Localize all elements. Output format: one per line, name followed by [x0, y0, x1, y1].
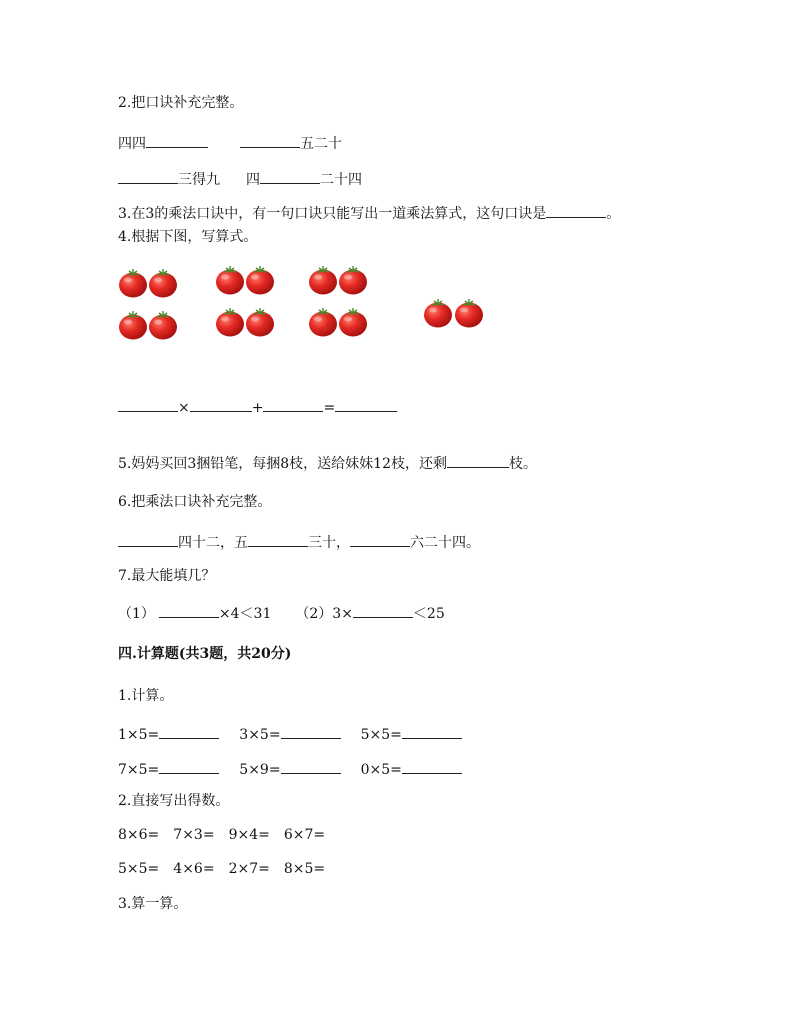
times-sign: × — [178, 400, 190, 416]
calc-expression: 7×5= — [118, 762, 160, 778]
answer-blank[interactable] — [263, 397, 323, 412]
tomato-icon — [215, 307, 245, 337]
calc-expression: 8×5= — [283, 861, 326, 877]
answer-blank[interactable] — [118, 532, 178, 547]
answer-blank[interactable] — [159, 759, 219, 774]
calc-expression: 9×4= — [228, 827, 270, 843]
calc2-title: 2.直接写出得数。 — [118, 793, 230, 809]
tomato-icon — [118, 268, 148, 298]
q7-title: 7.最大能填几？ — [118, 568, 216, 584]
q2-b2-left: 四 — [246, 172, 260, 188]
tomato-icon — [245, 307, 275, 337]
calc2-row2 — [118, 860, 325, 878]
calc-expression: 8×6= — [118, 827, 160, 843]
tomato-icon — [148, 268, 178, 298]
answer-blank[interactable] — [335, 397, 397, 412]
q7-row — [118, 603, 445, 623]
calc-expression: 5×5= — [360, 727, 402, 743]
answer-blank[interactable] — [190, 397, 252, 412]
answer-blank[interactable] — [353, 603, 413, 618]
q6-part3: 六二十四。 — [410, 535, 480, 551]
calc1-row2 — [118, 759, 462, 779]
answer-blank[interactable] — [402, 724, 462, 739]
q2-row2 — [118, 169, 362, 189]
q2-a1-left: 四四 — [118, 136, 146, 152]
q3-end: 。 — [606, 206, 621, 222]
tomato-icon — [338, 265, 368, 295]
answer-blank[interactable] — [281, 759, 341, 774]
q6-row — [118, 532, 480, 552]
calc-expression: 5×9= — [239, 762, 281, 778]
calc-expression: 5×5= — [118, 861, 160, 877]
q7-item2-label: （2）3× — [295, 606, 353, 622]
q2-b2-right: 二十四 — [320, 172, 362, 188]
q5-text: 5.妈妈买回3捆铅笔，每捆8枝，送给妹妹12枝，还剩 — [118, 456, 447, 472]
answer-blank[interactable] — [159, 724, 219, 739]
q6-title: 6.把乘法口诀补充完整。 — [118, 494, 272, 510]
calc3-title: 3.算一算。 — [118, 896, 188, 912]
answer-blank[interactable] — [146, 133, 208, 148]
calc1-title: 1.计算。 — [118, 688, 174, 704]
calc-expression: 3×5= — [239, 727, 281, 743]
answer-blank[interactable] — [118, 169, 178, 184]
tomato-icon — [118, 310, 148, 340]
calc-expression: 1×5= — [118, 727, 160, 743]
calc-expression: 4×6= — [173, 861, 215, 877]
q2-row1 — [118, 133, 342, 153]
q2-a2-right: 五二十 — [300, 136, 342, 152]
tomato-icon — [454, 298, 484, 328]
q4-equation — [118, 397, 397, 417]
q3-line — [118, 203, 620, 223]
calc-expression: 0×5= — [360, 762, 402, 778]
q4-title: 4.根据下图，写算式。 — [118, 229, 258, 245]
equals-sign: = — [323, 400, 336, 416]
plus-sign: + — [251, 400, 264, 416]
calc-expression: 6×7= — [283, 827, 326, 843]
answer-blank[interactable] — [546, 203, 606, 218]
answer-blank[interactable] — [260, 169, 320, 184]
answer-blank[interactable] — [240, 133, 300, 148]
q7-item1-tail: ×4＜31 — [218, 606, 272, 622]
section-heading: 四.计算题(共3题，共20分) — [118, 646, 292, 662]
tomato-icon — [245, 265, 275, 295]
calc1-row1 — [118, 724, 462, 744]
calc-expression: 7×3= — [173, 827, 215, 843]
q2-title: 2.把口诀补充完整。 — [118, 95, 244, 111]
tomato-icon — [338, 307, 368, 337]
q3-text: 3.在3的乘法口诀中，有一句口诀只能写出一道乘法算式，这句口诀是 — [118, 206, 547, 222]
q5-line — [118, 453, 537, 473]
answer-blank[interactable] — [281, 724, 341, 739]
answer-blank[interactable] — [248, 532, 308, 547]
q6-part1: 四十二，五 — [178, 535, 248, 551]
q7-item2-tail: ＜25 — [412, 606, 445, 622]
answer-blank[interactable] — [159, 603, 219, 618]
tomato-icon — [308, 265, 338, 295]
answer-blank[interactable] — [447, 453, 509, 468]
answer-blank[interactable] — [402, 759, 462, 774]
answer-blank[interactable] — [118, 397, 178, 412]
tomato-icon — [148, 310, 178, 340]
tomato-icon — [423, 298, 453, 328]
q7-item1-label: （1） — [118, 606, 155, 622]
calc2-row1 — [118, 826, 325, 844]
calc-expression: 2×7= — [228, 861, 270, 877]
q6-part2: 三十， — [308, 535, 350, 551]
answer-blank[interactable] — [350, 532, 410, 547]
q5-end: 枝。 — [509, 456, 537, 472]
tomato-icon — [308, 307, 338, 337]
q2-b1-right: 三得九 — [178, 172, 220, 188]
tomato-icon — [215, 265, 245, 295]
